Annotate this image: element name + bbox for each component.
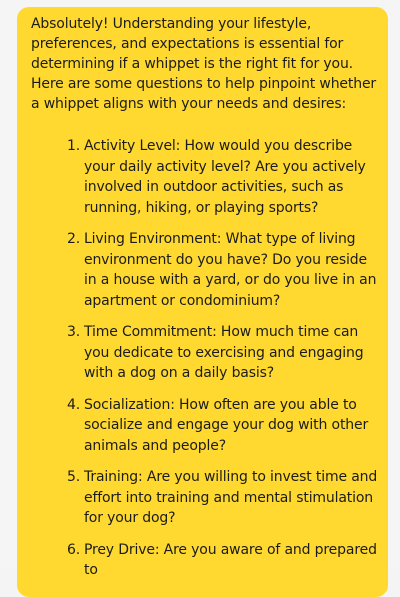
list-item [31, 136, 378, 218]
question-list [31, 136, 378, 581]
list-item [31, 322, 378, 384]
list-item-number: 4. [66, 396, 80, 413]
list-item [31, 395, 378, 457]
list-item-text: Time Commitment: How much time can you dedicate to exercising and engaging with a dog on a daily basis? [84, 324, 364, 381]
list-item-text: Socialization: How often are you able to socialize and engage your dog with other animals and people? [84, 396, 369, 454]
list-item-number: 2. [66, 231, 80, 247]
list-item [31, 229, 378, 311]
list-item-number: 3. [66, 324, 80, 340]
list-item-number: 1. [66, 138, 80, 154]
list-item-text: Living Environment: What type of living environment do you have? Do you reside in a house with a yard, or do you live in an apartment or condominium? [84, 231, 377, 309]
list-item-text: Activity Level: How would you describe your daily activity level? Are you actively involved in outdoor activities, such as running, hiking, or playing sports? [84, 138, 366, 216]
list-item [31, 540, 378, 581]
list-item-number: 5. [66, 469, 80, 485]
list-item-text: Prey Drive: Are you aware of and prepared to [84, 541, 377, 578]
list-item-number: 6. [66, 541, 80, 558]
list-item [31, 467, 378, 529]
list-item-text: Training: Are you willing to invest time and effort into training and mental stimulation for your dog? [84, 469, 378, 526]
message-intro: Absolutely! Understanding your lifestyle, preferences, and expectations is essential for determining if a whippet is the right fit for you. Here are some questions to help pinpoint whether a whippet aligns with your needs and desires: [31, 16, 377, 112]
assistant-message-bubble [17, 7, 388, 597]
